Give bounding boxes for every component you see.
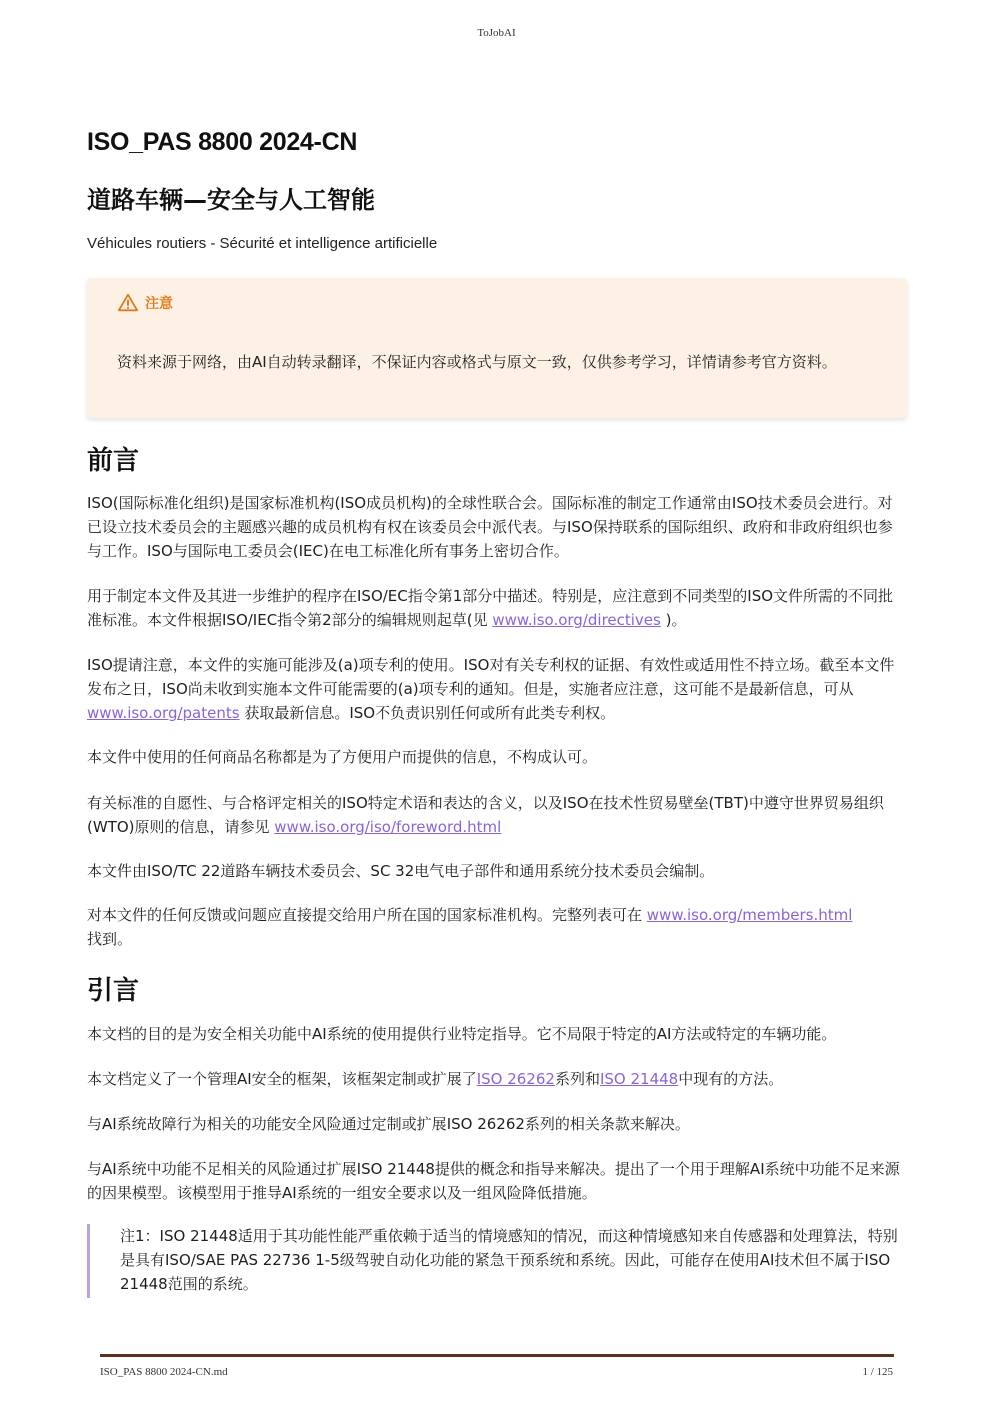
iso-21448-link[interactable]: ISO 21448 — [599, 1070, 679, 1088]
document-title: ISO_PAS 8800 2024-CN — [87, 128, 358, 156]
foreword-paragraph-4: 本文件中使用的任何商品名称都是为了方便用户而提供的信息，不构成认可。 — [87, 748, 598, 766]
intro-paragraph-1: 本文档的目的是为安全相关功能中AI系统的使用提供行业特定指导。它不局限于特定的AI方法或特定的车辆功能。 — [87, 1025, 837, 1043]
footer-divider — [100, 1354, 894, 1357]
notice-title: 注意 — [145, 296, 173, 312]
document-subtitle: 道路车辆—安全与人工智能 — [87, 186, 375, 214]
notice-text: 资料来源于网络，由AI自动转录翻译，不保证内容或格式与原文一致，仅供参考学习，详情请参考官方资料。 — [117, 353, 837, 371]
foreword-paragraph-7: 对本文件的任何反馈或问题应直接提交给用户所在国的国家标准机构。完整列表可在 www.iso.org/members.html 找到。 — [87, 906, 853, 948]
intro-paragraph-3: 与AI系统故障行为相关的功能安全风险通过定制或扩展ISO 26262系列的相关条款来解决。 — [87, 1115, 690, 1133]
foreword-link[interactable]: www.iso.org/iso/foreword.html — [274, 818, 502, 836]
foreword-paragraph-3: ISO提请注意，本文件的实施可能涉及(a)项专利的使用。ISO对有关专利权的证据、有效性或适用性不持立场。截至本文件发布之日，ISO尚未收到实施本文件可能需要的(a)项专利的通知。但是，实施者应注意，这可能不是最新信息，可从 www.iso.org/patents 获取最新信息。ISO不负责识别任何或所有此类专利权。 — [87, 656, 895, 722]
intro-paragraph-4: 与AI系统中功能不足相关的风险通过扩展ISO 21448提供的概念和指导来解决。提出了一个用于理解AI系统中功能不足来源的因果模型。该模型用于推导AI系统的一组安全要求以及一组风险降低措施。 — [87, 1160, 900, 1202]
members-link[interactable]: www.iso.org/members.html — [646, 906, 853, 924]
notice-callout — [87, 278, 907, 418]
warning-icon — [117, 292, 139, 314]
footer-page-number: 1 / 125 — [862, 1366, 893, 1378]
patents-link[interactable]: www.iso.org/patents — [87, 704, 240, 722]
section-heading-foreword: 前言 — [87, 446, 140, 476]
foreword-paragraph-6: 本文件由ISO/TC 22道路车辆技术委员会、SC 32电气电子部件和通用系统分技术委员会编制。 — [87, 862, 715, 880]
iso-26262-link[interactable]: ISO 26262 — [476, 1070, 555, 1088]
note-blockquote — [87, 1224, 907, 1298]
running-header: ToJobAI — [477, 27, 516, 39]
section-heading-introduction: 引言 — [87, 976, 140, 1006]
directives-link[interactable]: www.iso.org/directives — [492, 611, 661, 629]
document-french-title: Véhicules routiers - Sécurité et intelligence artificielle — [87, 235, 438, 252]
notice-header — [117, 292, 877, 314]
footer-filename: ISO_PAS 8800 2024-CN.md — [100, 1366, 228, 1378]
foreword-paragraph-5: 有关标准的自愿性、与合格评定相关的ISO特定术语和表达的含义，以及ISO在技术性贸易壁垒(TBT)中遵守世界贸易组织(WTO)原则的信息，请参见 www.iso.org/iso/foreword.html — [87, 794, 884, 836]
intro-paragraph-2: 本文档定义了一个管理AI安全的框架，该框架定制或扩展了ISO 26262系列和ISO 21448中现有的方法。 — [87, 1070, 784, 1088]
note-text: 注1：ISO 21448适用于其功能性能严重依赖于适当的情境感知的情况，而这种情境感知来自传感器和处理算法，特别是具有ISO/SAE PAS 22736 1-5级驾驶自动化功能的紧急干预系统和系统。因此，可能存在使用AI技术但不属于ISO 21448范围的系统。 — [120, 1227, 898, 1293]
foreword-paragraph-1: ISO(国际标准化组织)是国家标准机构(ISO成员机构)的全球性联合会。国际标准的制定工作通常由ISO技术委员会进行。对已设立技术委员会的主题感兴趣的成员机构有权在该委员会中派代表。与ISO保持联系的国际组织、政府和非政府组织也参与工作。ISO与国际电工委员会(IEC)在电工标准化所有事务上密切合作。 — [87, 494, 893, 560]
foreword-paragraph-2: 用于制定本文件及其进一步维护的程序在ISO/EC指令第1部分中描述。特别是，应注意到不同类型的ISO文件所需的不同批准标准。本文件根据ISO/IEC指令第2部分的编辑规则起草(见 www.iso.org/directives )。 — [87, 587, 894, 629]
